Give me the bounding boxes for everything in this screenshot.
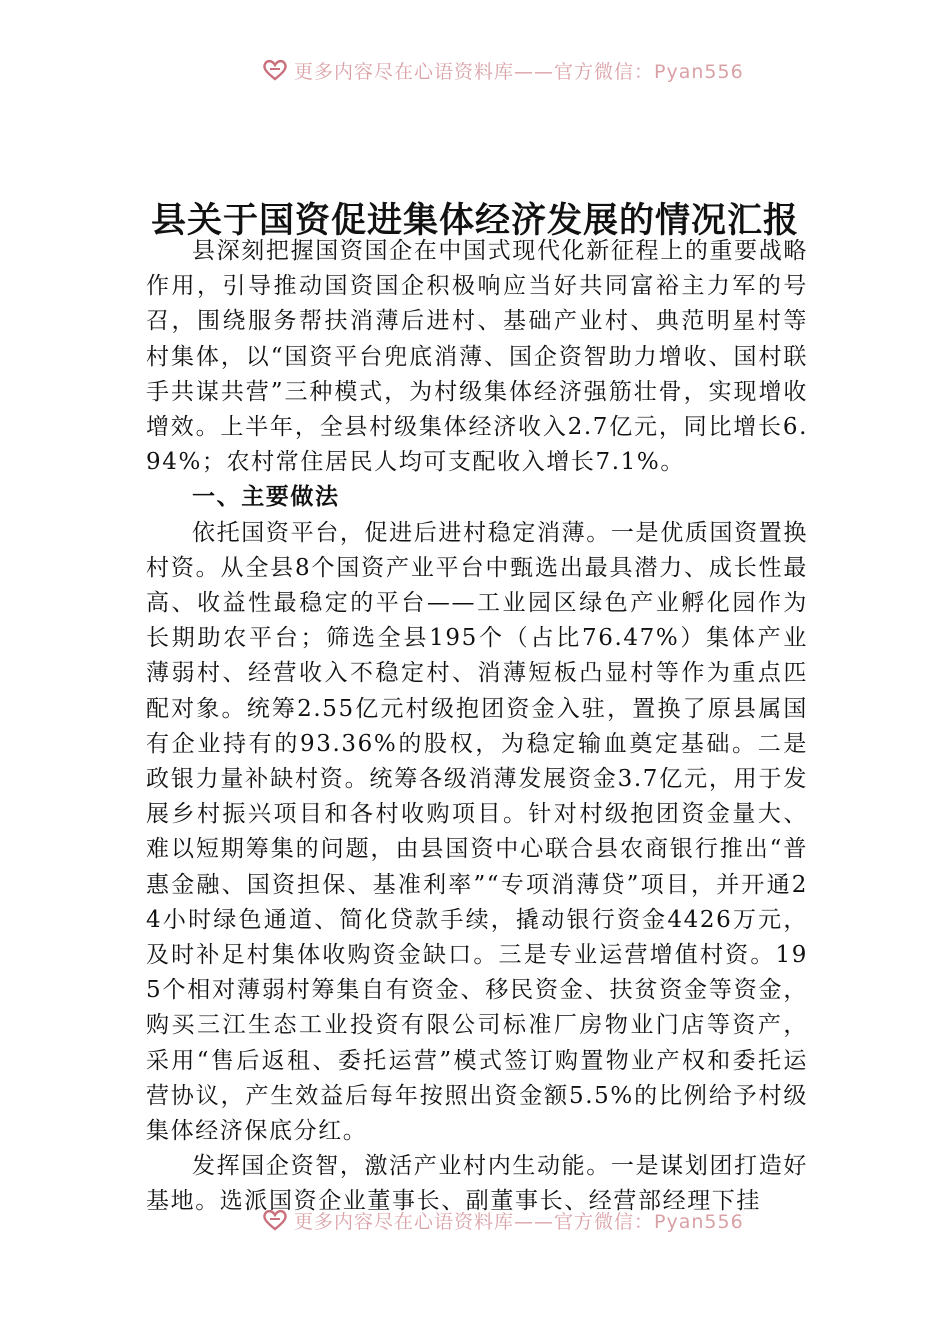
watermark-header [262,56,744,84]
section-paragraph-1: 依托国资平台，促进后进村稳定消薄。一是优质国资置换村资。从全县8个国资产业平台中甄选出最具潜力、成长性最高、收益性最稳定的平台——工业园区绿色产业孵化园作为长期助农平台；筛选全县195个（占比76.47%）集体产业薄弱村、经营收入不稳定村、消薄短板凸显村等作为重点匹配对象。统筹2.55亿元村级抱团资金入驻，置换了原县属国有企业持有的93.36%的股权，为稳定输血奠定基础。二是政银力量补缺村资。统筹各级消薄发展资金3.7亿元，用于发展乡村振兴项目和各村收购项目。针对村级抱团资金量大、难以短期筹集的问题，由县国资中心联合县农商银行推出“普惠金融、国资担保、基准利率”“专项消薄贷”项目，并开通24小时绿色通道、简化贷款手续，撬动银行资金4426万元，及时补足村集体收购资金缺口。三是专业运营增值村资。195个相对薄弱村筹集自有资金、移民资金、扶贫资金等资金，购买三江生态工业投资有限公司标准厂房物业门店等资产，采用“售后返租、委托运营”模式签订购置物业产权和委托运营协议，产生效益后每年按照出资金额5.5%的比例给予村级集体经济保底分红。 [146,519,808,1145]
watermark-footer [262,1206,744,1234]
document-body [146,234,808,1220]
watermark-text: 更多内容尽在心语资料库——官方微信：Pyan556 [294,1210,744,1233]
watermark-text: 更多内容尽在心语资料库——官方微信：Pyan556 [294,60,744,83]
heart-logo-icon [262,59,288,81]
section-paragraph-2: 发挥国企资智，激活产业村内生动能。一是谋划团打造好基地。选派国资企业董事长、副董事长、经营部经理下挂 [146,1153,808,1215]
document-title: 县关于国资促进集体经济发展的情况汇报 [150,200,799,242]
section-heading: 一、主要做法 [192,484,340,511]
intro-paragraph: 县深刻把握国资国企在中国式现代化新征程上的重要战略作用，引导推动国资国企积极响应当好共同富裕主力军的号召，围绕服务帮扶消薄后进村、基础产业村、典范明星村等村集体，以“国资平台兜底消薄、国企资智助力增收、国村联手共谋共营”三种模式，为村级集体经济强筋壮骨，实现增收增效。上半年，全县村级集体经济收入2.7亿元，同比增长6.94%；农村常住居民人均可支配收入增长7.1%。 [146,238,808,476]
heart-logo-icon [262,1209,288,1231]
